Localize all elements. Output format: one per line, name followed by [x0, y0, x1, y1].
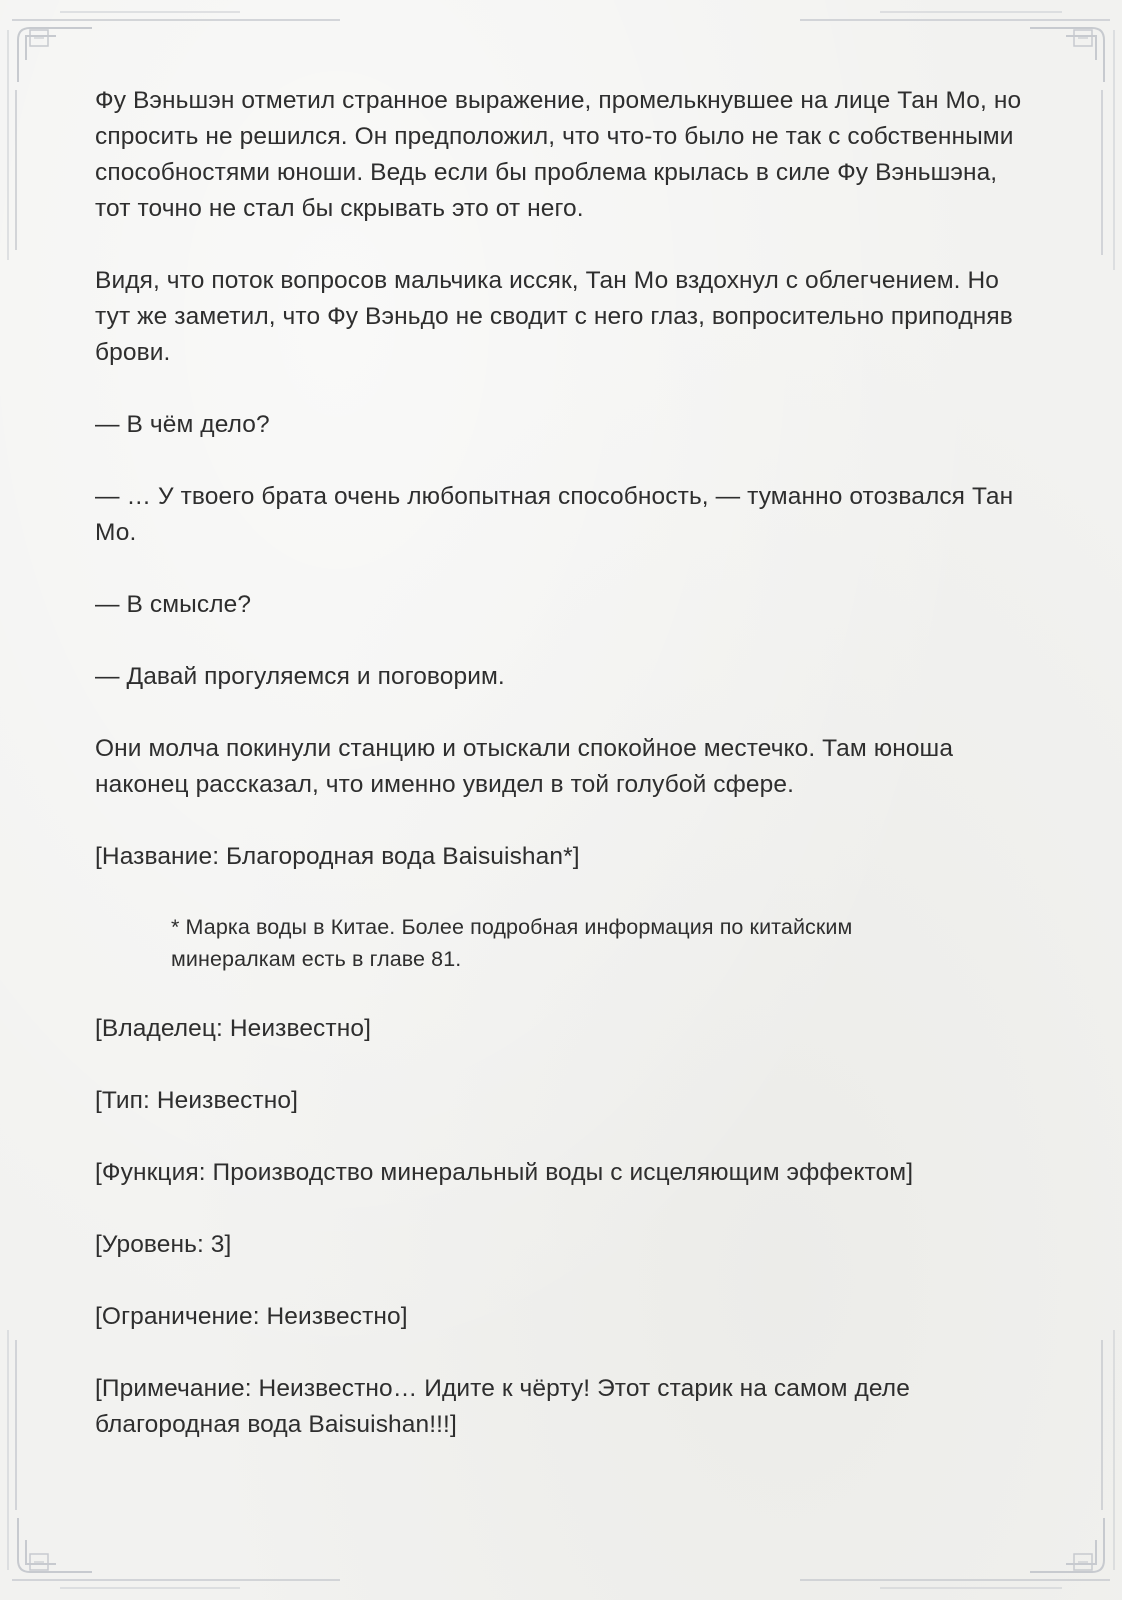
status-line-limitation: [Ограничение: Неизвестно] [95, 1303, 408, 1330]
dialogue-line: — Давай прогуляемся и поговорим. [95, 663, 505, 690]
status-line-name: [Название: Благородная вода Baisuishan*] [95, 843, 580, 870]
dialogue-line: — … У твоего брата очень любопытная способность, — туманно отозвался Тан Мо. [95, 483, 1014, 546]
status-line-type: [Тип: Неизвестно] [95, 1087, 298, 1114]
chapter-text [95, 83, 1025, 1479]
status-line-note: [Примечание: Неизвестно… Идите к чёрту! Этот старик на самом деле благородная вода Baisuishan!!!] [95, 1375, 910, 1438]
dialogue-line: — В чём дело? [95, 411, 270, 438]
paragraph: Они молча покинули станцию и отыскали спокойное местечко. Там юноша наконец рассказал, что именно увидел в той голубой сфере. [95, 735, 954, 798]
paragraph: Фу Вэньшэн отметил странное выражение, промелькнувшее на лице Тан Мо, но спросить не решился. Он предположил, что что-то было не так с собственными способностями юноши. Ведь если бы проблема крылась в силе Фу Вэньшэна, тот точно не стал бы скрывать это от него. [95, 87, 1022, 222]
dialogue-line: — В смысле? [95, 591, 252, 618]
status-line-function: [Функция: Производство минеральный воды с исцеляющим эффектом] [95, 1159, 914, 1186]
status-line-owner: [Владелец: Неизвестно] [95, 1015, 371, 1042]
footnote: * Марка воды в Китае. Более подробная информация по китайским минералкам есть в главе 81. [171, 915, 853, 971]
status-line-level: [Уровень: 3] [95, 1231, 232, 1258]
paragraph: Видя, что поток вопросов мальчика иссяк, Тан Мо вздохнул с облегчением. Но тут же заметил, что Фу Вэньдо не сводит с него глаз, вопросительно приподняв брови. [95, 267, 1013, 366]
